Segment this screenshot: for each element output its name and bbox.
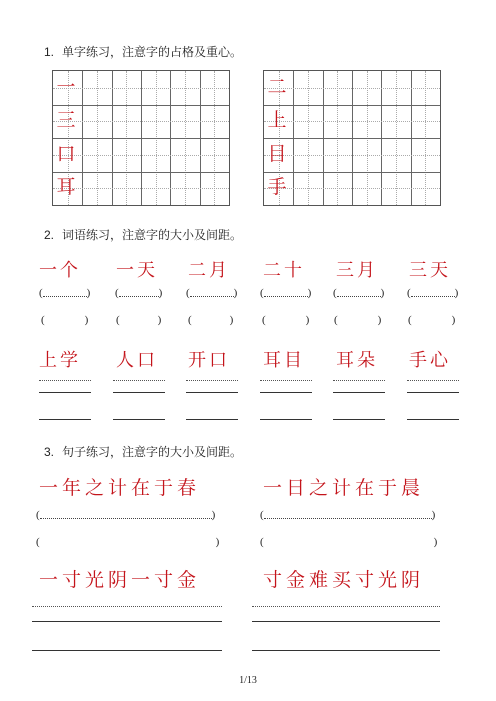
paren-close: )	[157, 314, 162, 326]
dotted-writing-line[interactable]	[32, 606, 222, 607]
word: 一天	[116, 260, 158, 281]
writing-line[interactable]	[39, 392, 91, 393]
writing-line[interactable]	[186, 419, 238, 420]
word: 一个	[39, 260, 81, 281]
paren-close: )	[84, 314, 89, 326]
writing-line[interactable]	[186, 392, 238, 393]
paren-close: )	[233, 287, 238, 299]
word: 开口	[188, 350, 230, 371]
word: 人口	[116, 350, 158, 371]
paren-open: (	[41, 314, 45, 326]
writing-line[interactable]	[407, 392, 459, 393]
paren-close: )	[454, 287, 459, 299]
grid-row-line	[264, 138, 440, 139]
paren-open: (	[260, 536, 264, 548]
paren-close: )	[229, 314, 234, 326]
paren-open: (	[334, 314, 338, 326]
paren-close: )	[431, 509, 436, 521]
answer-blank[interactable]	[408, 314, 455, 326]
grid-char: 口	[56, 143, 76, 165]
paren-open: (	[262, 314, 266, 326]
paren-open: (	[260, 287, 264, 299]
section-title: 句子练习，注意字的大小及间距。	[62, 445, 243, 459]
paren-open: (	[408, 314, 412, 326]
paren-open: (	[115, 287, 119, 299]
paren-open: (	[116, 314, 120, 326]
grid-char: 手	[267, 176, 287, 198]
grid-row-line	[53, 105, 229, 106]
paren-open: (	[39, 287, 43, 299]
section-number: 1.	[44, 45, 55, 59]
grid-guide-line	[53, 121, 229, 122]
answer-blank[interactable]	[116, 314, 161, 326]
grid-char: 耳	[56, 176, 76, 198]
grid-char: 三	[56, 109, 76, 131]
answer-blank[interactable]	[188, 314, 233, 326]
pinyin-blank[interactable]	[36, 509, 215, 521]
writing-line[interactable]	[32, 621, 222, 622]
pinyin-blank[interactable]	[186, 287, 237, 299]
grid-row-line	[53, 172, 229, 173]
section-number: 3.	[44, 445, 55, 459]
grid-row-line	[264, 172, 440, 173]
word: 手心	[409, 350, 451, 371]
dotted-writing-line[interactable]	[186, 380, 238, 381]
dotted-writing-line[interactable]	[39, 380, 91, 381]
dotted-writing-line[interactable]	[407, 380, 459, 381]
grid-guide-line	[264, 155, 440, 156]
writing-line[interactable]	[260, 392, 312, 393]
grid-row-line	[264, 105, 440, 106]
writing-line[interactable]	[333, 392, 385, 393]
grid-guide-line	[53, 88, 229, 89]
grid-guide-line	[53, 155, 229, 156]
sentence: 一日之计在于晨	[263, 477, 425, 499]
word: 上学	[39, 350, 81, 371]
paren-open: (	[333, 287, 337, 299]
paren-close: )	[305, 314, 310, 326]
paren-close: )	[215, 536, 220, 548]
pinyin-blank[interactable]	[115, 287, 162, 299]
paren-open: (	[407, 287, 411, 299]
grid-char: 一	[56, 76, 76, 98]
grid-char: 二	[267, 76, 287, 98]
writing-line[interactable]	[252, 621, 440, 622]
writing-line[interactable]	[113, 419, 165, 420]
paren-close: )	[307, 287, 312, 299]
word: 耳朵	[336, 350, 378, 371]
paren-close: )	[86, 287, 91, 299]
grid-char: 上	[267, 109, 287, 131]
grid-char: 目	[267, 143, 287, 165]
section-title: 单字练习，注意字的占格及重心。	[62, 45, 243, 59]
sentence: 寸金难买寸光阴	[263, 569, 425, 591]
section-number: 2.	[44, 228, 55, 242]
paren-open: (	[36, 509, 40, 521]
grid-guide-line	[53, 188, 229, 189]
paren-open: (	[188, 314, 192, 326]
grid-guide-line	[264, 121, 440, 122]
word: 耳目	[263, 350, 305, 371]
word: 二十	[263, 260, 305, 281]
writing-line[interactable]	[407, 419, 459, 420]
word: 二月	[188, 260, 230, 281]
pinyin-blank[interactable]	[260, 509, 435, 521]
sentence: 一寸光阴一寸金	[39, 569, 201, 591]
pinyin-blank[interactable]	[333, 287, 384, 299]
writing-line[interactable]	[39, 419, 91, 420]
character-grid-left	[52, 70, 230, 206]
sentence: 一年之计在于春	[39, 477, 201, 499]
pinyin-blank[interactable]	[407, 287, 458, 299]
word: 三天	[409, 260, 451, 281]
paren-open: (	[186, 287, 190, 299]
answer-blank[interactable]	[36, 536, 219, 548]
word: 三月	[336, 260, 378, 281]
grid-guide-line	[264, 188, 440, 189]
paren-close: )	[158, 287, 163, 299]
paren-close: )	[433, 536, 438, 548]
paren-close: )	[451, 314, 456, 326]
paren-open: (	[36, 536, 40, 548]
paren-close: )	[377, 314, 382, 326]
dotted-writing-line[interactable]	[333, 380, 385, 381]
dotted-writing-line[interactable]	[113, 380, 165, 381]
pinyin-blank[interactable]	[39, 287, 90, 299]
paren-close: )	[380, 287, 385, 299]
writing-line[interactable]	[32, 650, 222, 651]
character-grid-right	[263, 70, 441, 206]
writing-line[interactable]	[260, 419, 312, 420]
section-title: 词语练习，注意字的大小及间距。	[62, 228, 243, 242]
section-1-heading	[44, 43, 242, 60]
pinyin-blank[interactable]	[260, 287, 311, 299]
answer-blank[interactable]	[41, 314, 88, 326]
grid-guide-line	[264, 88, 440, 89]
page-number: 1/13	[239, 675, 257, 686]
writing-line[interactable]	[252, 650, 440, 651]
answer-blank[interactable]	[334, 314, 381, 326]
grid-row-line	[53, 138, 229, 139]
dotted-writing-line[interactable]	[260, 380, 312, 381]
paren-close: )	[211, 509, 216, 521]
paren-open: (	[260, 509, 264, 521]
answer-blank[interactable]	[262, 314, 309, 326]
section-2-heading	[44, 226, 242, 243]
dotted-writing-line[interactable]	[252, 606, 440, 607]
answer-blank[interactable]	[260, 536, 437, 548]
section-3-heading	[44, 443, 242, 460]
writing-line[interactable]	[333, 419, 385, 420]
writing-line[interactable]	[113, 392, 165, 393]
